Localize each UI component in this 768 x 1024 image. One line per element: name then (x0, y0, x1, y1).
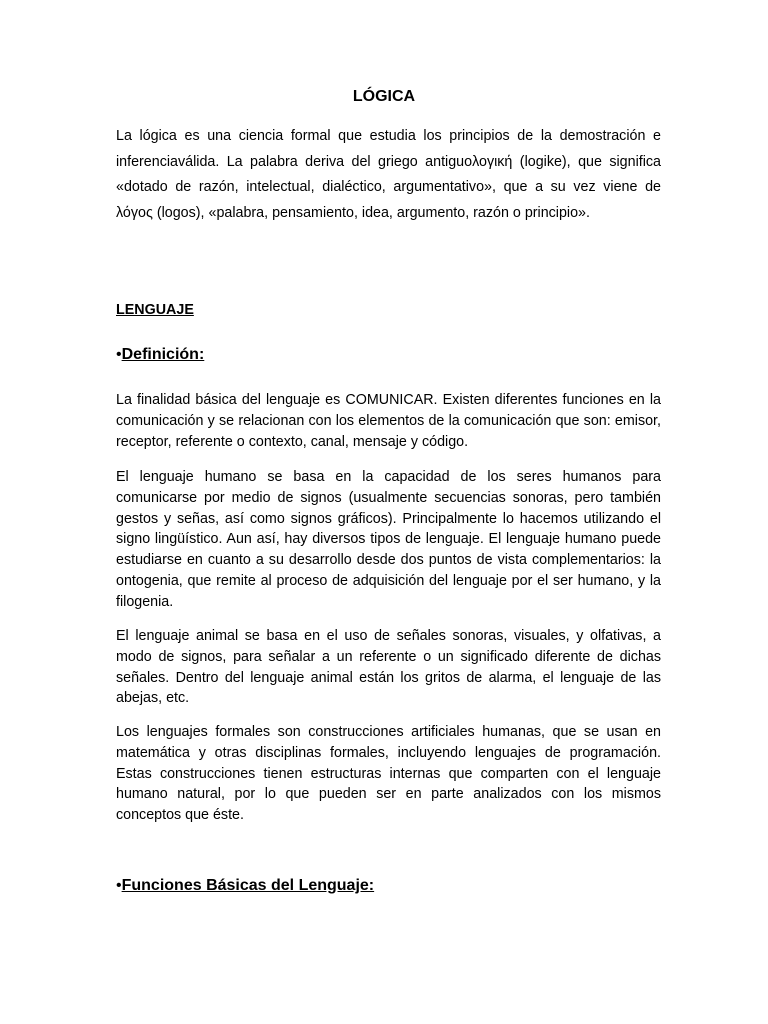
bullet-icon: • (116, 877, 122, 894)
section-heading-lenguaje: LENGUAJE (116, 302, 194, 318)
intro-text-part2: (logike), que significa «dotado de razón, intelectual, dialéctico, argumentativo», que a su vez viene de (116, 153, 661, 195)
intro-text-part3: (logos), «palabra, pensamiento, idea, argumento, razón o principio». (152, 204, 590, 221)
page-title: LÓGICA (352, 88, 416, 105)
paragraph-lenguaje-humano: El lenguaje humano se basa en la capacidad de los seres humanos para comunicarse por medio de signos (usualmente secuencias sonoras, pero también gestos y señas, así como signos gráficos). Principalmente lo hacemos utilizando el signo lingüístico. Aun así, hay diversos tipos de lenguaje. El lenguaje humano puede estudiarse en cuanto a su desarrollo desde dos puntos de vista complementarios: la ontogenia, que remite al proceso de adquisición del lenguaje por el ser humano, y la filogenia. (116, 469, 661, 610)
definition-heading (116, 346, 204, 364)
paragraph-lenguaje-animal: El lenguaje animal se basa en el uso de señales sonoras, visuales, y olfativas, a modo de signos, para señalar a un referente o un significado diferente de dichas señales. Dentro del lenguaje animal están los gritos de alarma, el lenguaje de las abejas, etc. (116, 628, 661, 707)
definition-heading-text: Definición: (121, 346, 205, 363)
paragraph-comunicar: La finalidad básica del lenguaje es COMUNICAR. Existen diferentes funciones en la comunicación y se relacionan con los elementos de la comunicación que son: emisor, receptor, referente o contexto, canal, mensaje y código. (116, 392, 661, 450)
functions-heading (116, 877, 374, 895)
functions-heading-text: Funciones Básicas del Lenguaje: (121, 877, 375, 894)
greek-word-logike: λογική (472, 153, 513, 170)
intro-paragraph (116, 124, 661, 226)
greek-word-logos: λόγος (116, 204, 153, 221)
bullet-icon: • (116, 346, 122, 363)
paragraph-lenguajes-formales: Los lenguajes formales son construcciones artificiales humanas, que se usan en matemática y otras disciplinas formales, incluyendo lenguajes de programación. Estas construcciones tienen estructuras internas que comparten con el lenguaje humano natural, por lo que pueden ser en parte analizados con los mismos conceptos que éste. (116, 724, 661, 824)
intro-text-part1: La lógica es una ciencia formal que estudia los principios de la demostración e inferenciaválida. La palabra deriva del griego antiguo (116, 128, 661, 170)
